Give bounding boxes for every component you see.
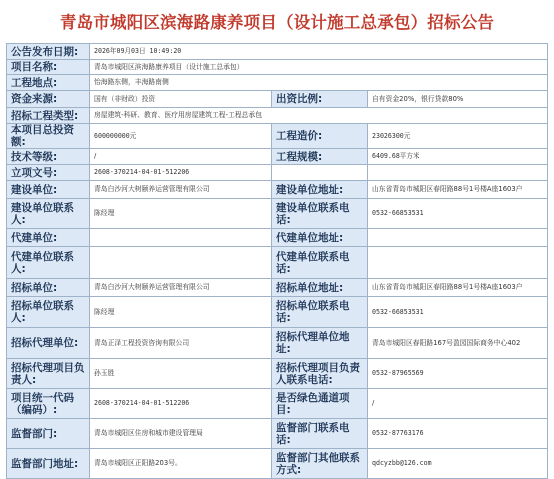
row-agent-builder-contact xyxy=(7,247,548,279)
fund-ratio-value: 自有资金20%，银行贷款80% xyxy=(368,91,548,108)
unified-code-value: 2608-370214-04-01-512206 xyxy=(90,389,272,419)
tech-level-value: / xyxy=(90,149,272,165)
agent-builder-address-label: 代建单位地址: xyxy=(272,229,368,247)
agent-builder-phone-value xyxy=(368,247,548,279)
row-supervisor-address xyxy=(7,449,548,479)
agent-leader-value: 孙玉胜 xyxy=(90,359,272,389)
row-unified-code xyxy=(7,389,548,419)
tenderer-phone-value: 0532-66853531 xyxy=(368,297,548,328)
agent-leader-label: 招标代理项目负责人: xyxy=(7,359,90,389)
bid-agent-label: 招标代理单位: xyxy=(7,328,90,359)
agent-builder-value xyxy=(90,229,272,247)
project-name-label: 项目名称: xyxy=(7,60,90,75)
approval-no-label: 立项文号: xyxy=(7,165,90,181)
row-tenderer-contact xyxy=(7,297,548,328)
announcement-table xyxy=(6,43,548,479)
row-bid-type xyxy=(7,108,548,124)
agent-builder-contact-value xyxy=(90,247,272,279)
row-project-name xyxy=(7,60,548,75)
tech-level-label: 技术等级: xyxy=(7,149,90,165)
agent-leader-phone-label: 招标代理项目负责人联系电话: xyxy=(272,359,368,389)
row-location xyxy=(7,75,548,91)
agent-builder-label: 代建单位: xyxy=(7,229,90,247)
row-total-invest xyxy=(7,124,548,149)
row-builder-contact xyxy=(7,199,548,229)
row-tech-level xyxy=(7,149,548,165)
supervisor-phone-label: 监督部门联系电话: xyxy=(272,419,368,449)
supervisor-value: 青岛市城阳区住房和城市建设管理局 xyxy=(90,419,272,449)
supervisor-address-label: 监督部门地址: xyxy=(7,449,90,479)
tenderer-address-label: 招标单位地址: xyxy=(272,279,368,297)
agent-builder-contact-label: 代建单位联系人: xyxy=(7,247,90,279)
row-tenderer xyxy=(7,279,548,297)
approval-empty-value xyxy=(368,165,548,181)
builder-address-label: 建设单位地址: xyxy=(272,181,368,199)
tenderer-contact-value: 陈经理 xyxy=(90,297,272,328)
fund-ratio-label: 出资比例: xyxy=(272,91,368,108)
location-value: 怡海路东侧，丰海路南侧 xyxy=(90,75,548,91)
bid-type-value: 房屋建筑-科研、教育、医疗用房屋建筑工程-工程总承包 xyxy=(90,108,548,124)
total-invest-label: 本项目总投资额: xyxy=(7,124,90,149)
supervisor-phone-value: 0532-87763176 xyxy=(368,419,548,449)
tenderer-contact-label: 招标单位联系人: xyxy=(7,297,90,328)
fund-source-label: 资金来源: xyxy=(7,91,90,108)
announce-date-value: 2026年09月03日 10:49:20 xyxy=(90,44,548,60)
supervisor-other-contact-value: qdcyzbb@126.com xyxy=(368,449,548,479)
green-channel-value: / xyxy=(368,389,548,419)
project-scale-value: 6409.68平方米 xyxy=(368,149,548,165)
supervisor-label: 监督部门: xyxy=(7,419,90,449)
tenderer-label: 招标单位: xyxy=(7,279,90,297)
builder-phone-label: 建设单位联系电话: xyxy=(272,199,368,229)
project-name-value: 青岛市城阳区滨海路康养项目（设计施工总承包） xyxy=(90,60,548,75)
project-cost-value: 23026300元 xyxy=(368,124,548,149)
agent-leader-phone-value: 0532-87965569 xyxy=(368,359,548,389)
bid-agent-address-value: 青岛市城阳区春阳路167号盈园国际商务中心402 xyxy=(368,328,548,359)
row-agent-leader xyxy=(7,359,548,389)
agent-builder-address-value xyxy=(368,229,548,247)
page-title: 青岛市城阳区滨海路康养项目（设计施工总承包）招标公告 xyxy=(59,13,495,32)
row-fund-source xyxy=(7,91,548,108)
fund-source-value: 国有（非财政）投资 xyxy=(90,91,272,108)
project-cost-label: 工程造价: xyxy=(272,124,368,149)
row-agent-builder xyxy=(7,229,548,247)
green-channel-label: 是否绿色通道项目: xyxy=(272,389,368,419)
total-invest-value: 600000000元 xyxy=(90,124,272,149)
tenderer-value: 青岛白沙河大树颐养运营管理有限公司 xyxy=(90,279,272,297)
supervisor-address-value: 青岛市城阳区正阳路203号。 xyxy=(90,449,272,479)
tenderer-phone-label: 招标单位联系电话: xyxy=(272,297,368,328)
supervisor-other-contact-label: 监督部门其他联系方式: xyxy=(272,449,368,479)
bid-agent-value: 青岛正泽工程投资咨询有限公司 xyxy=(90,328,272,359)
approval-empty-label xyxy=(272,165,368,181)
agent-builder-phone-label: 代建单位联系电话: xyxy=(272,247,368,279)
row-bid-agent xyxy=(7,328,548,359)
builder-contact-label: 建设单位联系人: xyxy=(7,199,90,229)
builder-contact-value: 陈经理 xyxy=(90,199,272,229)
row-builder xyxy=(7,181,548,199)
builder-address-value: 山东省青岛市城阳区春阳路88号1号楼A座1603户 xyxy=(368,181,548,199)
tenderer-address-value: 山东省青岛市城阳区春阳路88号1号楼A座1603户 xyxy=(368,279,548,297)
builder-phone-value: 0532-66853531 xyxy=(368,199,548,229)
approval-no-value: 2608-370214-04-01-512206 xyxy=(90,165,272,181)
announce-date-label: 公告发布日期: xyxy=(7,44,90,60)
location-label: 工程地点: xyxy=(7,75,90,91)
row-announce-date xyxy=(7,44,548,60)
unified-code-label: 项目统一代码（编码）: xyxy=(7,389,90,419)
bid-type-label: 招标工程类型: xyxy=(7,108,90,124)
row-supervisor xyxy=(7,419,548,449)
builder-value: 青岛白沙河大树颐养运营管理有限公司 xyxy=(90,181,272,199)
builder-label: 建设单位: xyxy=(7,181,90,199)
bid-agent-address-label: 招标代理单位地址: xyxy=(272,328,368,359)
row-approval-no xyxy=(7,165,548,181)
project-scale-label: 工程规模: xyxy=(272,149,368,165)
